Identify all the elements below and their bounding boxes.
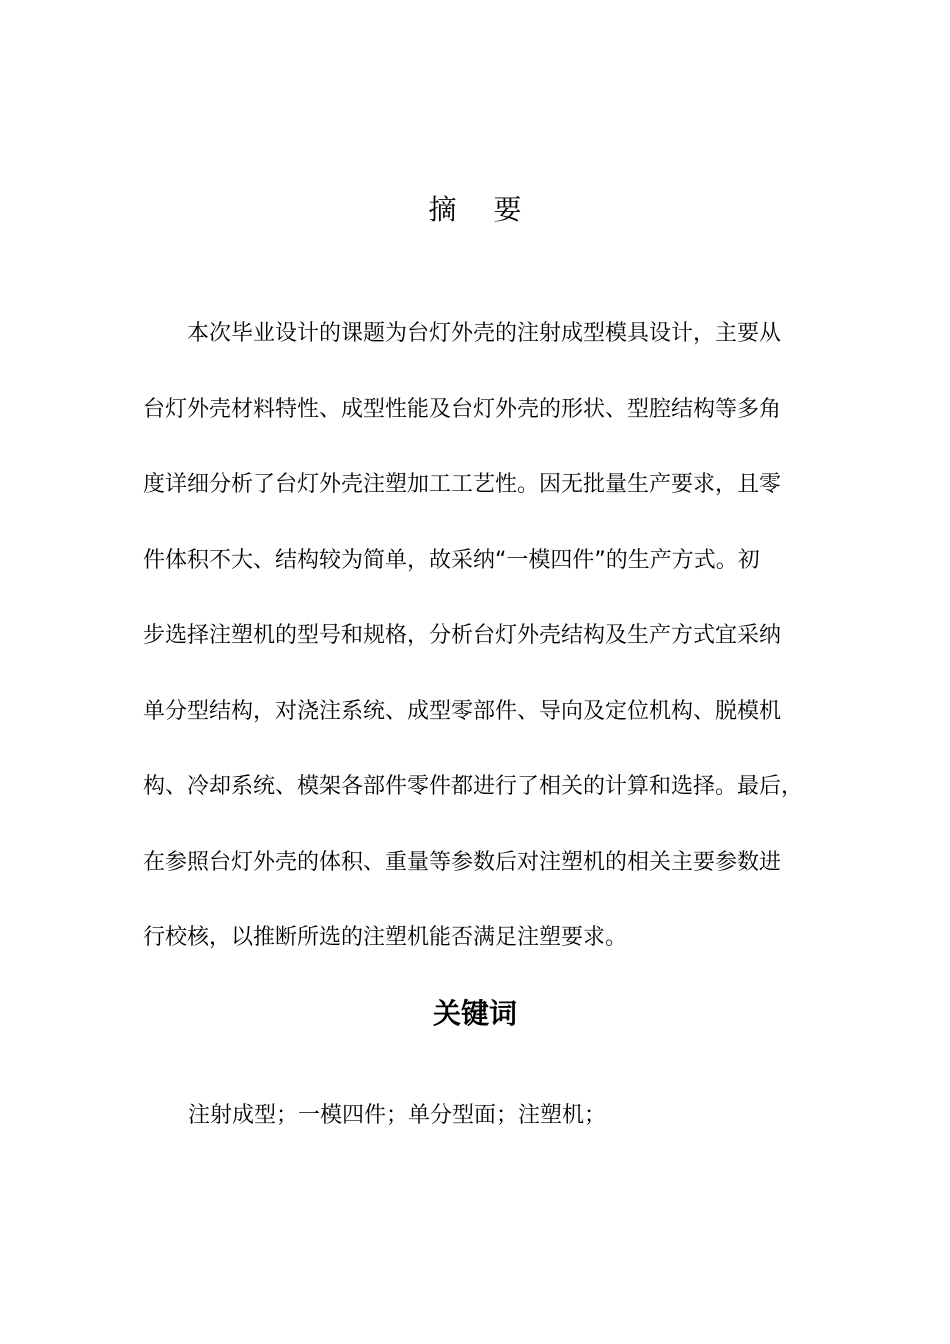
abstract-body xyxy=(143,296,804,976)
abstract-line: 构、冷却系统、模架各部件零件都进行了相关的计算和选择。最后， xyxy=(143,774,804,799)
abstract-line: 台灯外壳材料特性、成型性能及台灯外壳的形状、型腔结构等多角 xyxy=(143,396,782,422)
abstract-line: 行校核，以推断所选的注塑机能否满足注塑要求。 xyxy=(143,925,628,950)
abstract-line: 件体积不大、结构较为简单，故采纳“一模四件”的生产方式。初 xyxy=(143,547,760,573)
abstract-heading: 摘 要 xyxy=(428,193,536,226)
abstract-line: 在参照台灯外壳的体积、重量等参数后对注塑机的相关主要参数进 xyxy=(143,849,782,875)
keywords-text: 注射成型；一模四件；单分型面；注塑机； xyxy=(188,1103,607,1128)
abstract-line: 步选择注塑机的型号和规格，分析台灯外壳结构及生产方式宜采纳 xyxy=(143,623,782,648)
keywords-heading: 关键词 xyxy=(432,997,517,1030)
abstract-line: 单分型结构，对浇注系统、成型零部件、导向及定位机构、脱模机 xyxy=(143,698,782,724)
abstract-line: 度详细分析了台灯外壳注塑加工工艺性。因无批量生产要求，且零 xyxy=(143,472,782,497)
abstract-line: 本次毕业设计的课题为台灯外壳的注射成型模具设计，主要从 xyxy=(187,321,782,346)
